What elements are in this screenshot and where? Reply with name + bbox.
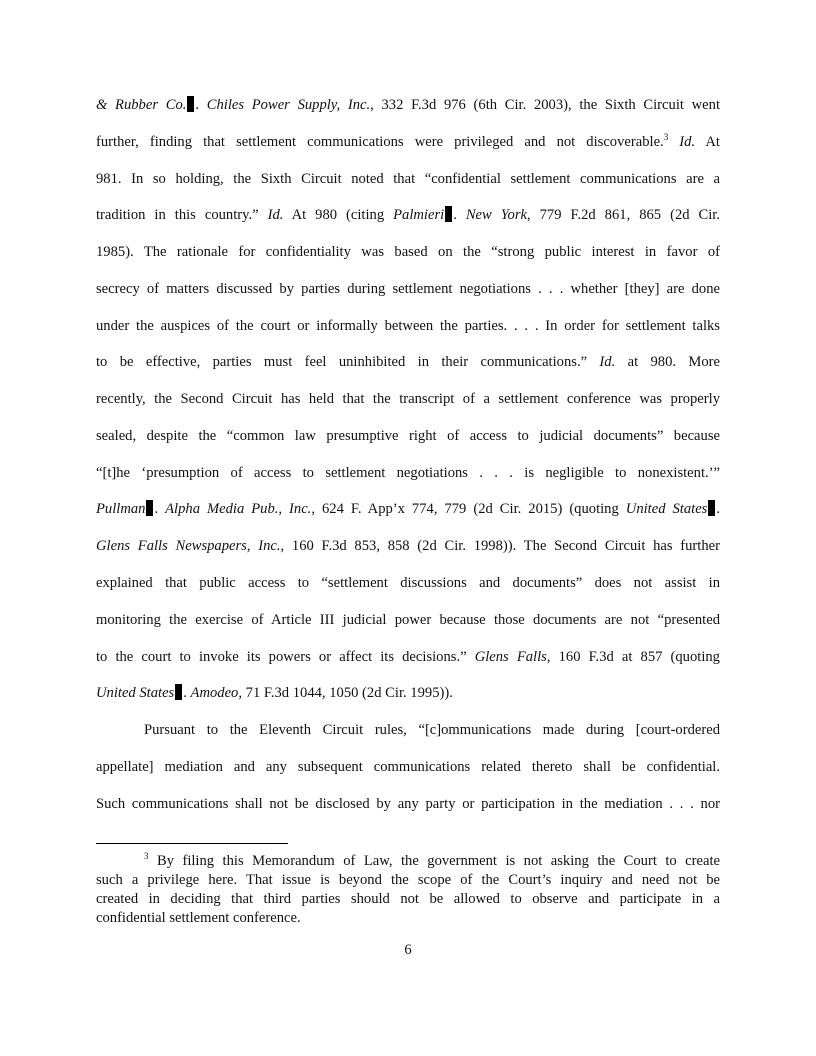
redaction-box [445, 206, 452, 222]
body-line: Pullman . Alpha Media Pub., Inc., 624 F. App’x 774, 779 (2d Cir. 2015) (quoting United States . [96, 501, 721, 517]
body-line: Glens Falls Newspapers, Inc., 160 F.3d 853, 858 (2d Cir. 1998)). The Second Circuit has further [96, 538, 720, 554]
body-line: & Rubber Co. . Chiles Power Supply, Inc., 332 F.3d 976 (6th Cir. 2003), the Sixth Circuit went [96, 97, 720, 113]
body-line: sealed, despite the “common law presumptive right of access to judicial documents” because [96, 428, 720, 444]
redaction-box [708, 500, 715, 516]
redaction-box [175, 684, 182, 700]
body-line: 1985). The rationale for confidentiality was based on the “strong public interest in favor of [96, 244, 720, 260]
body-line: under the auspices of the court or informally between the parties. . . . In order for settlement talks [96, 318, 720, 334]
page-number: 6 [404, 942, 412, 958]
paragraph-first-line: Pursuant to the Eleventh Circuit rules, “[c]ommunications made during [court-ordered [144, 722, 720, 738]
body-line: 981. In so holding, the Sixth Circuit noted that “confidential settlement communications are a [96, 171, 720, 187]
redaction-box [146, 500, 153, 516]
footnote-line: $^3$ By filing this Memorandum of Law, the government is not asking the Court to create [144, 851, 720, 869]
footnote-separator [96, 843, 288, 844]
body-line: to be effective, parties must feel uninhibited in their communications.” Id. at 980. More [96, 354, 720, 370]
body-line: explained that public access to “settlement discussions and documents” does not assist in [96, 575, 720, 591]
body-line: recently, the Second Circuit has held that the transcript of a settlement conference was properly [96, 391, 720, 407]
body-line: appellate] mediation and any subsequent communications related thereto shall be confidential. [96, 759, 720, 775]
body-line: Such communications shall not be disclosed by any party or participation in the mediation . . . nor [96, 796, 720, 812]
footnote-line: confidential settlement conference. [96, 910, 301, 926]
body-line: further, finding that settlement communications were privileged and not discoverable.$^3$ Id. At [96, 132, 720, 150]
footnote-ref: 3 [663, 132, 669, 142]
body-line: “[t]he ‘presumption of access to settlement negotiations . . . is negligible to nonexistent.’” [96, 465, 720, 481]
footnote-line: such a privilege here. That issue is beyond the scope of the Court’s inquiry and need not be [96, 872, 720, 888]
body-line: United States . Amodeo, 71 F.3d 1044, 1050 (2d Cir. 1995)). [96, 685, 453, 701]
footnote-marker: 3 [144, 851, 149, 861]
redaction-box [187, 96, 194, 112]
body-line: tradition in this country.” Id. At 980 (citing Palmieri . New York, 779 F.2d 861, 865 (2d Cir. [96, 207, 721, 223]
body-line: to the court to invoke its powers or affect its decisions.” Glens Falls, 160 F.3d at 857 (quoting [96, 649, 720, 665]
body-line: monitoring the exercise of Article III judicial power because those documents are not “presented [96, 612, 720, 628]
body-line: secrecy of matters discussed by parties during settlement negotiations . . . whether [they] are done [96, 281, 720, 297]
footnote-line: created in deciding that third parties should not be allowed to observe and participate in a [96, 891, 720, 907]
